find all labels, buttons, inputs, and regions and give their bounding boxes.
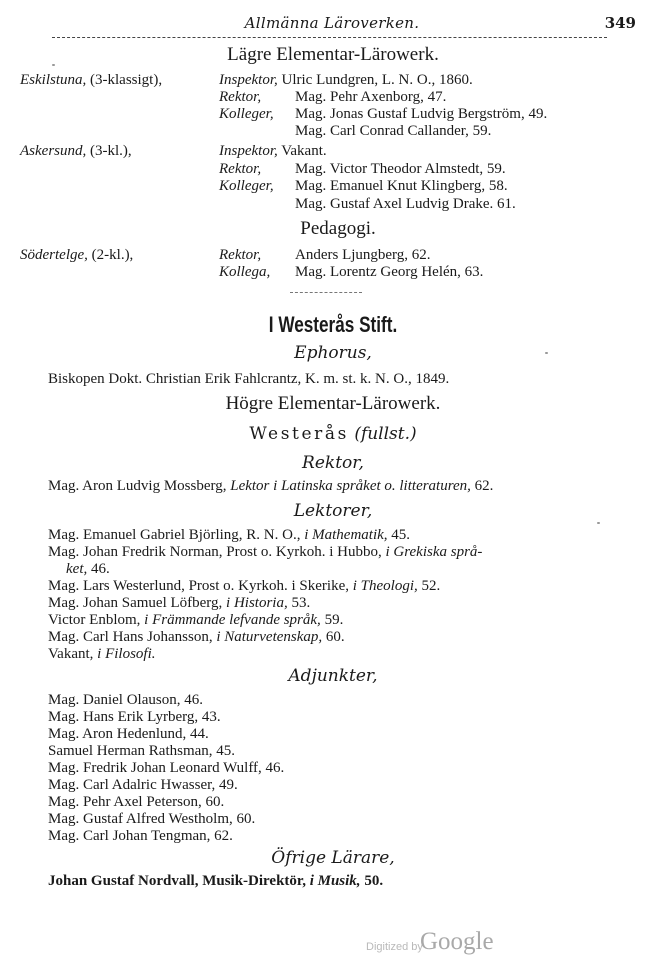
ofrige-name: Johan Gustaf Nordvall, Musik-Direktör,	[48, 873, 306, 889]
staff-title: Rektor,	[219, 247, 262, 263]
section-divider	[290, 292, 362, 293]
ofrige-year: 50.	[364, 873, 384, 889]
lektor-name: Mag. Johan Samuel Löfberg,	[48, 595, 223, 611]
ephorus-heading: Ephorus,	[294, 343, 372, 363]
staff-line	[219, 89, 446, 105]
staff-line	[295, 123, 491, 139]
section-heading-hogre: Högre Elementar-Lärowerk.	[225, 393, 441, 414]
ofrige-heading: Öfrige Lärare,	[271, 848, 395, 868]
lektor-year: 53.	[291, 595, 311, 611]
staff-line	[219, 264, 483, 280]
running-title: Allmänna Läroverken.	[244, 14, 420, 32]
school-note: (3-kl.),	[90, 143, 132, 159]
staff-title: Kolleger,	[219, 106, 274, 122]
adjunkt-line: Samuel Herman Rathsman, 45.	[48, 743, 236, 759]
lektorer-heading: Lektorer,	[293, 501, 373, 521]
lektor-subject: i Filosofi.	[97, 646, 156, 662]
staff-title: Inspektor,	[219, 72, 278, 88]
ofrige-subject: i Musik,	[309, 873, 361, 889]
lektor-line	[48, 646, 156, 662]
adjunkt-line: Mag. Hans Erik Lyrberg, 43.	[48, 709, 221, 725]
lektor-name: Vakant,	[48, 646, 94, 662]
section-heading-pedagogi: Pedagogi.	[300, 218, 376, 239]
school-name: Eskilstuna,	[20, 72, 87, 88]
lektor-year: 60.	[325, 629, 345, 645]
staff-name: Mag. Lorentz Georg Helén, 63.	[295, 264, 484, 280]
print-speck	[545, 352, 548, 354]
lektor-subject: i Främmande lefvande språk,	[144, 612, 321, 628]
lektor-name: Victor Enblom,	[48, 612, 141, 628]
staff-line	[295, 196, 516, 212]
rektor-subject: Lektor i Latinska språket o. litteraturen,	[230, 478, 471, 494]
adjunkt-line: Mag. Pehr Axel Peterson, 60.	[48, 794, 225, 810]
lektor-subject: i Theologi,	[352, 578, 418, 594]
staff-name: Mag. Gustaf Axel Ludvig Drake. 61.	[295, 196, 516, 212]
school-note: (2-kl.),	[91, 247, 134, 263]
staff-name: Mag. Jonas Gustaf Ludvig Bergström, 49.	[295, 106, 548, 122]
lektor-line	[48, 578, 440, 594]
lektor-year: 45.	[391, 527, 411, 543]
staff-name: Mag. Carl Conrad Callander, 59.	[295, 123, 492, 139]
rektor-name: Mag. Aron Ludvig Mossberg,	[48, 478, 227, 494]
rektor-year: 62.	[474, 478, 494, 494]
stift-heading: I Westerås Stift.	[268, 312, 398, 337]
lektor-subject: i Naturvetenskap,	[216, 629, 323, 645]
lektor-name: Mag. Lars Westerlund, Prost o. Kyrkoh. i Skerike,	[48, 578, 349, 594]
school-name: Södertelge,	[20, 247, 88, 263]
lektor-line	[48, 629, 345, 645]
staff-line	[219, 143, 327, 159]
adjunkt-line: Mag. Daniel Olauson, 46.	[48, 692, 203, 708]
school-note: (3-klassigt),	[90, 72, 163, 88]
adjunkt-line: Mag. Gustaf Alfred Westholm, 60.	[48, 811, 256, 827]
lektor-year: 46.	[90, 561, 110, 577]
rektor-heading: Rektor,	[302, 453, 364, 473]
lektor-name: Mag. Emanuel Gabriel Björling, R. N. O.,	[48, 527, 301, 543]
school-name: Askersund,	[20, 143, 87, 159]
adjunkt-line: Mag. Aron Hedenlund, 44.	[48, 726, 209, 742]
staff-name: Anders Ljungberg, 62.	[295, 247, 431, 263]
staff-name: Mag. Victor Theodor Almstedt, 59.	[295, 161, 506, 177]
staff-line	[219, 178, 508, 194]
adjunkt-line: Mag. Carl Adalric Hwasser, 49.	[48, 777, 238, 793]
ephorus-line: Biskopen Dokt. Christian Erik Fahlcrantz, K. m. st. k. N. O., 1849.	[48, 371, 450, 387]
staff-line	[219, 161, 506, 177]
lektor-name: Mag. Carl Hans Johansson,	[48, 629, 213, 645]
print-speck	[52, 64, 55, 66]
lektor-subject: ket,	[66, 561, 88, 577]
page-number: 349	[604, 14, 636, 32]
lektor-line	[48, 544, 482, 560]
place-name: Westerås	[249, 424, 349, 444]
lektor-subject: i Mathematik,	[304, 527, 388, 543]
lektor-year: 52.	[421, 578, 441, 594]
adjunkt-line: Mag. Carl Johan Tengman, 62.	[48, 828, 233, 844]
lektor-line	[48, 595, 310, 611]
staff-title: Rektor,	[219, 161, 262, 177]
ofrige-line	[48, 873, 383, 889]
staff-line	[219, 247, 431, 263]
lektor-subject: i Historia,	[226, 595, 288, 611]
staff-line	[219, 72, 473, 88]
place-heading	[0, 424, 666, 444]
staff-name: Mag. Emanuel Knut Klingberg, 58.	[295, 178, 508, 194]
rektor-line	[48, 478, 493, 494]
adjunkt-line: Mag. Fredrik Johan Leonard Wulff, 46.	[48, 760, 285, 776]
print-speck	[597, 522, 600, 524]
staff-title: Kolleger,	[219, 178, 274, 194]
staff-line	[219, 106, 547, 122]
place-note: (fullst.)	[354, 424, 417, 444]
watermark-digitized-text: Digitized by	[366, 941, 423, 953]
staff-name: Vakant.	[281, 143, 327, 159]
staff-title: Kollega,	[219, 264, 271, 280]
staff-title: Inspektor,	[219, 143, 278, 159]
lektor-line-continued	[66, 561, 110, 577]
school-askersund	[20, 143, 132, 159]
school-eskilstuna	[20, 72, 162, 88]
lektor-line	[48, 527, 410, 543]
lektor-subject: i Grekiska språ-	[385, 544, 483, 560]
lektor-name: Mag. Johan Fredrik Norman, Prost o. Kyrkoh. i Hubbo,	[48, 544, 382, 560]
staff-title: Rektor,	[219, 89, 262, 105]
section-heading-lagre: Lägre Elementar-Lärowerk.	[227, 44, 439, 65]
school-sodertelge	[20, 247, 133, 263]
adjunkter-heading: Adjunkter,	[288, 666, 378, 686]
staff-name: Ulric Lundgren, L. N. O., 1860.	[281, 72, 473, 88]
watermark-google-logo: Google	[420, 928, 494, 955]
lektor-line	[48, 612, 343, 628]
running-head	[52, 12, 636, 36]
lektor-year: 59.	[324, 612, 344, 628]
staff-name: Mag. Pehr Axenborg, 47.	[295, 89, 447, 105]
header-rule	[52, 37, 607, 38]
